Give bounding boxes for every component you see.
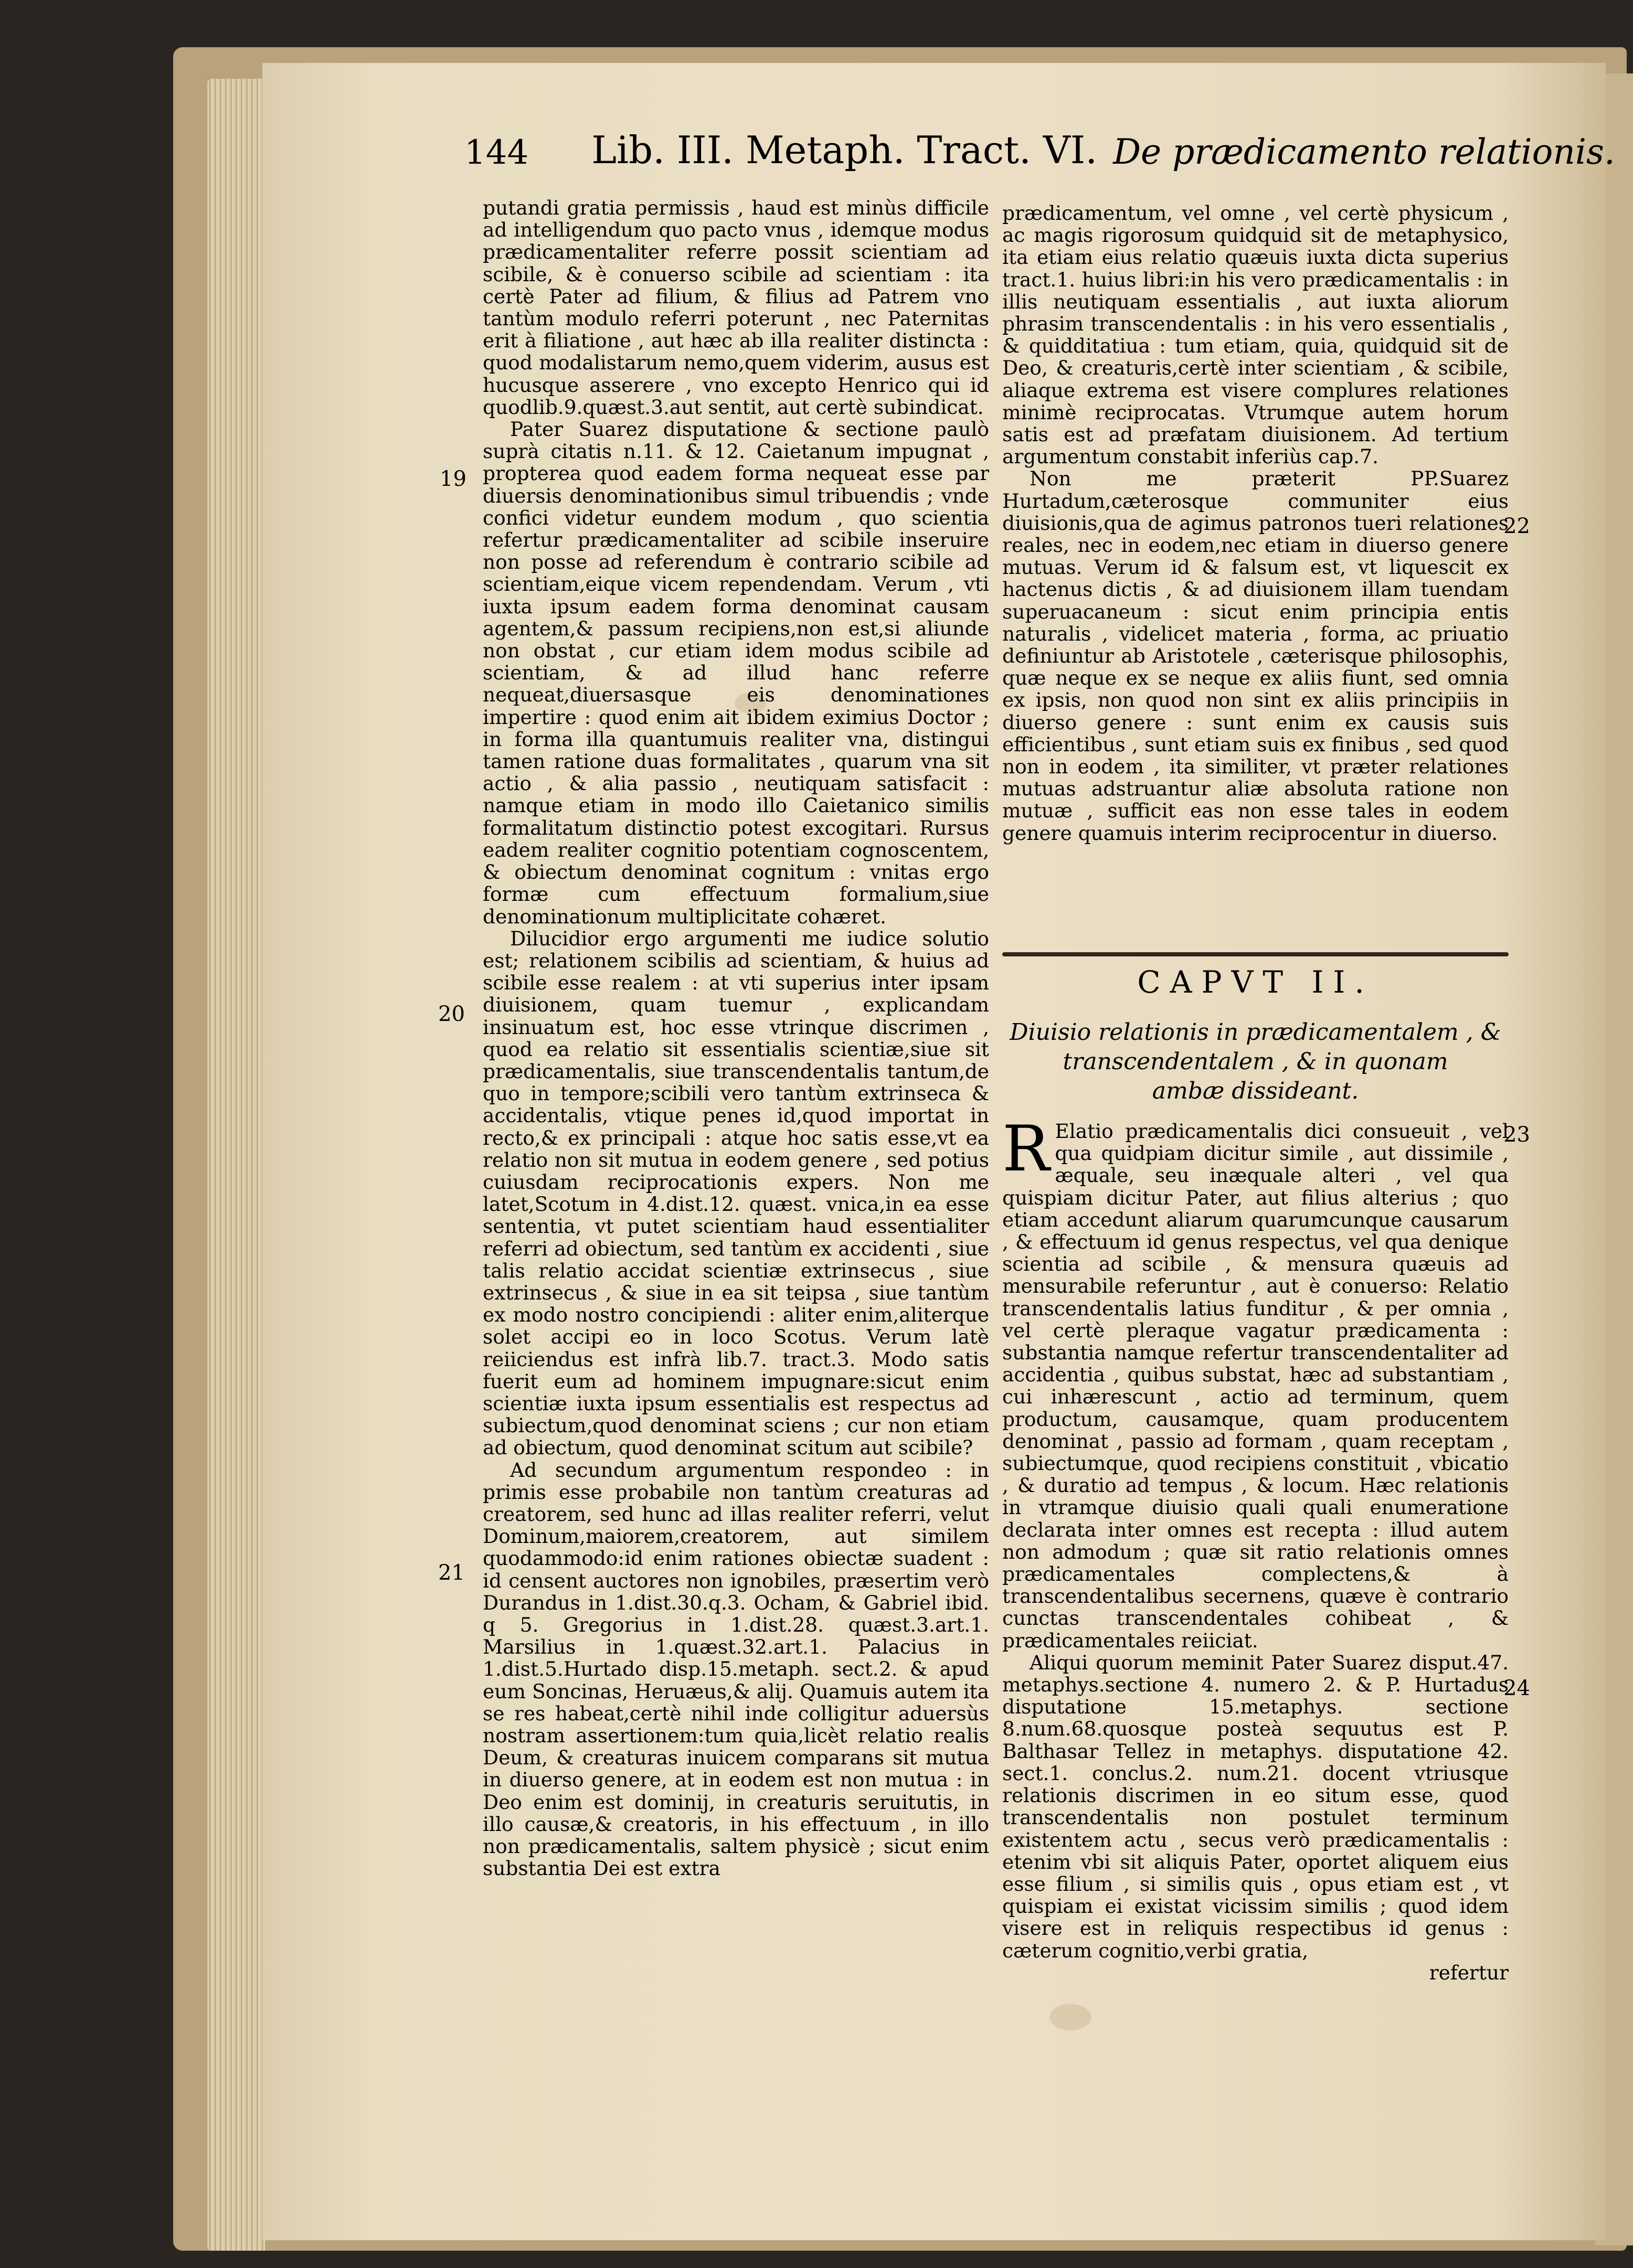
paragraph: Ad secundum argumentum respondeo : in primis esse probabile non tantùm creaturas ad creatorem, sed hunc ad illas realiter referri, velut Dominum,maiorem,creatorem, aut similem quodammodo:id enim rationes obiectæ suadent : id censent auctores non ignobiles, præsertim verò Durandus in 1.dist.30.q.3. Ocham, & Gabriel ibid. q 5. Gregorius in 1.dist.28. quæst.3.art.1. Marsilius in 1.quæst.32.art.1. Palacius in 1.dist.5.Hurtado disp.15.metaph. sect.2. & apud eum Soncinas, Heruæus,& alij. Quamuis autem ita se res habeat,certè nihil inde colligitur aduersùs nostram assertionem:tum quia,licèt relatio realis Deum, & creaturas inuicem comparans sit mutua in diuerso genere, at in eodem est non mutua : in Deo enim est dominij, in creaturis seruitutis, in illo causæ,& creatoris, in his effectuum , in illo non prædicamentalis, saltem physicè ; sicut enim substantia Dei est extra	[483, 1458, 989, 1880]
margin-number: 19	[440, 467, 466, 491]
right-column-bottom	[1002, 1113, 1509, 1984]
chapter-subtitle-line: ambæ dissideant.	[1152, 1078, 1359, 1104]
right-column-top	[1002, 202, 1509, 947]
drop-cap: R	[1002, 1113, 1050, 1186]
paragraph: Non me præterit PP.Suarez Hurtadum,cæterosque communiter eius diuisionis,qua de agimus patronos tueri relationes reales, nec in eodem,nec etiam in diuerso genere mutuas. Verum id & falsum est, vt liquescit ex hactenus dictis , & ad diuisionem illam tuendam superuacaneum : sicut enim principia entis naturalis , videlicet materia , forma, ac priuatio definiuntur ab Aristotele , cæterisque philosophis, quæ neque ex se neque ex aliis fiunt, sed omnia ex ipsis, non quod non sint ex aliis principiis in diuerso genere : sunt enim ex causis suis efficientibus , sunt etiam suis ex finibus , sed quod non in eodem , ita similiter, vt præter relationes mutuas adstruantur aliæ absoluta ratione non mutuæ , sufficit eas non esse tales in eodem genere quamuis interim reciprocentur in diuerso.	[1002, 467, 1509, 845]
running-subtitle: De prædicamento relationis.	[1113, 132, 1615, 172]
catchword: refertur	[1429, 1961, 1509, 1984]
margin-number: 24	[1503, 1676, 1530, 1700]
margin-number: 23	[1503, 1123, 1530, 1147]
paragraph: Aliqui quorum meminit Pater Suarez disput.47. metaphys.sectione 4. numero 2. & P. Hurtadus disputatione 15.metaphys. sectione 8.num.68.quosque posteà sequutus est P. Balthasar Tellez in metaphys. disputatione 42. sect.1. conclus.2. num.21. docent vtriusque relationis discrimen in eo situm esse, quod transcendentalis non postulet terminum existentem actu , secus verò prædicamentalis : etenim vbi sit aliquis Pater, oportet aliquem eius esse filium , si similis quis , opus etiam est , vt quispiam ei existat vicissim similis ; quod idem visere est in reliquis respectibus id genus : cæterum cognitio,verbi gratia,	[1002, 1651, 1509, 1962]
paragraph: Dilucidior ergo argumenti me iudice solutio est; relationem scibilis ad scientiam, & huius ad scibile esse realem : at vti superius inter ipsam diuisionem, quam tuemur , explicandam insinuatum est, hoc esse vtrinque discrimen , quod ea relatio sit essentialis scientiæ,siue sit prædicamentalis, siue transcendentalis tantum,de quo in tempore;scibili vero tantùm extrinseca & accidentalis, vtique penes id,quod importat in recto,& ex principali : atque hoc satis esse,vt ea relatio non sit mutua in eodem genere , sed potius cuiusdam reciprocationis expers. Non me latet,Scotum in 4.dist.12. quæst. vnica,in ea esse sententia, vt putet scientiam haud essentialiter referri ad obiectum, sed tantùm ex accidenti , siue talis relatio accidat scientiæ extrinsecus , siue extrinsecus , & siue in ea sit teipsa , siue tantùm ex modo nostro concipiendi : aliter enim,aliterque solet accipi eo in loco Scotus. Verum latè reiiciendus est infrà lib.7. tract.3. Modo satis fuerit eum ad hominem impugnare:sicut enim scientiæ iuxta ipsum essentialis est respectus ad subiectum,quod denominat sciens ; cur non etiam ad obiectum, quod denominat scitum aut scibile?	[483, 927, 989, 1460]
paragraph: Pater Suarez disputatione & sectione paulò suprà citatis n.11. & 12. Caietanum impugnat , propterea quod eadem forma nequeat esse par diuersis denominationibus simul tribuendis ; vnde confici videtur eundem modum , quo scientia refertur prædicamentaliter ad scibile inseruire non posse ad referendum è contrario scibile ad scientiam,eique vicem rependendam. Verum , vti iuxta ipsum eadem forma denominat causam agentem,& passum recipiens,non est,si aliunde non obstat , cur etiam idem modus scibile ad scientiam, & ad illud hanc referre nequeat,diuersasque eis denominationes impertire : quod enim ait ibidem eximius Doctor ; in forma illa quantumuis realiter vna, distingui tamen ratione duas formalitates , quarum vna sit actio , & alia passio , neutiquam satisfacit : namque etiam in modo illo Caietanico similis formalitatum distinctio potest excogitari. Rursus eadem realiter cognitio potentiam cognoscentem, & obiectum denominat cognitum : vnitas ergo formæ cum effectuum formalium,siue denominationum multiplicitate cohæret.	[483, 418, 989, 928]
running-title: Lib. III. Metaph. Tract. VI.	[591, 128, 1098, 172]
left-column	[483, 197, 989, 1879]
page-number: 144	[464, 133, 529, 172]
margin-number: 21	[438, 1561, 465, 1585]
paragraph: putandi gratia permissis , haud est minùs difficile ad intelligendum quo pacto vnus , idemque modus prædicamentaliter referre possit scientiam ad scibile, & è conuerso scibile ad scientiam : ita certè Pater ad filium, & filius ad Patrem vno tantùm modulo referri poterunt , nec Paternitas erit à filiatione , aut hæc ab illa realiter distincta : quod modalistarum nemo,quem viderim, ausus est hucusque asserere , vno excepto Henrico qui id quodlib.9.quæst.3.aut sentit, aut certè subindicat.	[483, 196, 989, 419]
chapter-subtitle	[1002, 1018, 1509, 1106]
margin-number: 22	[1503, 514, 1530, 538]
paragraph-text: Elatio prædicamentalis dici consueuit , vel qua quidpiam dicitur simile , aut dissimile , æquale, seu inæquale alteri , vel qua quispiam dicitur Pater, aut filius alterius ; quo etiam accedunt aliarum quarumcunque causarum , & effectuum id genus respectus, vel qua denique scientia ad scibile , & mensura quæuis ad mensurabile referuntur , aut è conuerso: Relatio transcendentalis latius funditur , & per omnia , vel certè pleraque vagatur prædicamenta : substantia namque refertur transcendentaliter ad accidentia , quibus substat, hæc ad substantiam , cui inhærescunt , actio ad terminum, quem productum, causamque, quam producentem denominat , passio ad formam , quam receptam , subiectumque, quod recipiens constituit , vbicatio , & duratio ad tempus , & locum. Hæc relationis in vtramque diuisio quali quali enumeratione declarata inter omnes est recepta : illud autem non admodum ; quæ sit ratio relationis omnes prædicamentales complectens,& à transcendentalibus secernens, quæve è contrario cunctas transcendentales cohibeat , & prædicamentales reiiciat.	[1002, 1120, 1509, 1652]
chapter-divider-rule	[1002, 952, 1509, 956]
chapter-subtitle-line: Diuisio relationis in prædicamentalem , &	[1010, 1019, 1501, 1046]
paragraph	[1002, 1113, 1509, 1652]
chapter-subtitle-line: transcendentalem , & in quonam	[1063, 1048, 1448, 1075]
running-header	[464, 93, 1615, 172]
chapter-title: CAPVT II.	[1137, 964, 1374, 1000]
paragraph: prædicamentum, vel omne , vel certè physicum , ac magis rigorosum quidquid sit de metaphysico, ita etiam eius relatio quæuis iuxta dicta superius tract.1. huius libri:in his vero prædicamentalis : in illis neutiquam essentialis , aut iuxta aliorum phrasim transcendentalis : in his vero essentialis , & quidditatiua : tum etiam, quia, quidquid sit de Deo, & creaturis,certè inter scientiam , & scibile, aliaque extrema est visere complures relationes minimè reciprocatas. Vtrumque autem horum satis est ad præfatam diuisionem. Ad tertium argumentum constabit inferiùs cap.7.	[1002, 201, 1509, 468]
margin-number: 20	[438, 1002, 465, 1026]
